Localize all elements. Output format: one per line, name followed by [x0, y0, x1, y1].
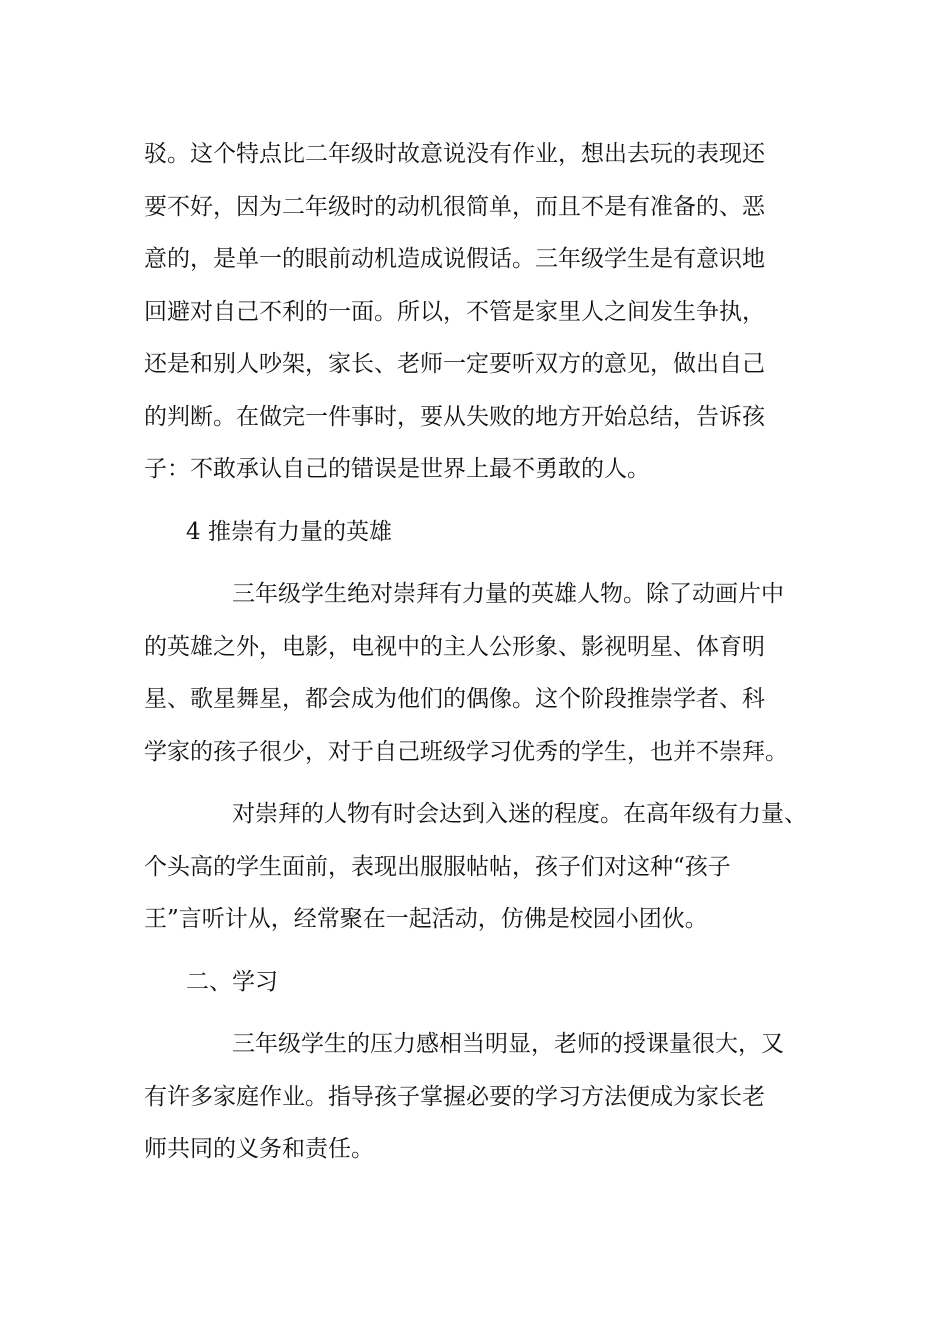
paragraph-3: [144, 788, 824, 946]
paragraph-2: [144, 568, 824, 778]
text-line: 有许多家庭作业。指导孩子掌握必要的学习方法便成为家长老: [144, 1083, 765, 1110]
text-line: 个头高的学生面前，表现出服服帖帖，孩子们对这种“孩子: [144, 853, 731, 880]
text-line: 还是和别人吵架，家长、老师一定要听双方的意见，做出自己: [144, 351, 765, 377]
section-heading: 二、学习: [186, 968, 278, 995]
text-line: 子：不敢承认自己的错误是世界上最不勇敢的人。: [144, 456, 650, 482]
text-line: 星、歌星舞星，都会成为他们的偶像。这个阶段推崇学者、科: [144, 686, 765, 712]
paragraph-4: [144, 1018, 824, 1176]
text-line: 的英雄之外，电影，电视中的主人公形象、影视明星、体育明: [144, 633, 765, 660]
text-line: 三年级学生绝对崇拜有力量的英雄人物。除了动画片中: [232, 581, 784, 607]
text-line: 学家的孩子很少，对于自己班级学习优秀的学生，也并不崇拜。: [144, 738, 788, 765]
text-line: 驳。这个特点比二年级时故意说没有作业，想出去玩的表现还: [144, 141, 765, 167]
text-line: 王”言听计从，经常聚在一起活动，仿佛是校园小团伙。: [144, 906, 708, 932]
paragraph-1: [144, 128, 824, 496]
text-line: 回避对自己不利的一面。所以，不管是家里人之间发生争执，: [144, 298, 765, 325]
text-line: 要不好，因为二年级时的动机很简单，而且不是有准备的、恶: [144, 193, 765, 220]
text-line: 师共同的义务和责任。: [144, 1136, 374, 1162]
text-line: 的判断。在做完一件事时，要从失败的地方开始总结，告诉孩: [144, 403, 765, 430]
text-line: 三年级学生的压力感相当明显，老师的授课量很大，又: [232, 1031, 784, 1057]
document-body: [144, 128, 824, 1176]
text-line: 对崇拜的人物有时会达到入迷的程度。在高年级有力量、: [232, 801, 807, 827]
text-line: 意的，是单一的眼前动机造成说假话。三年级学生是有意识地: [144, 246, 765, 272]
section-heading: 4 推崇有力量的英雄: [186, 518, 392, 545]
